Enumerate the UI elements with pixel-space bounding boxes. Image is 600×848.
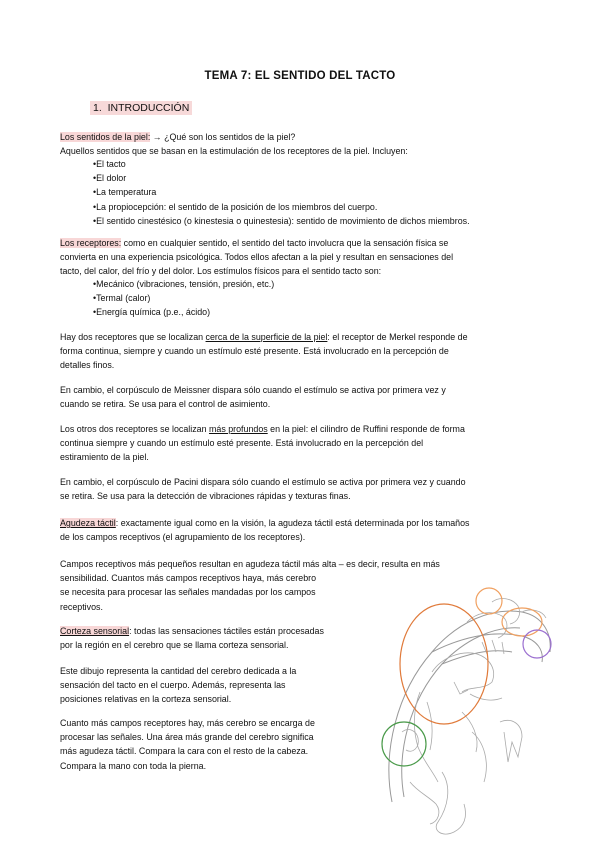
skin-senses-list (93, 157, 470, 228)
underlined-text: cerca de la superficie de la piel (205, 332, 328, 342)
text-line: Compara la mano con toda la pierna. (60, 760, 207, 771)
text-line: por la región en el cerebro que se llama corteza sensorial. (60, 640, 289, 651)
list-item: • El dolor (93, 171, 470, 185)
term-receptors: Los receptores: (60, 238, 122, 248)
text-line: más agudeza táctil. Compara la cara con el resto de la cabeza. (60, 746, 309, 757)
text-line: cuando se retira. Se usa para el control de asimiento. (60, 399, 271, 410)
stimuli-list (93, 277, 274, 320)
text-line: receptivos. (60, 601, 103, 612)
text-line: se retira. Se usa para la detección de vibraciones rápidas y texturas finas. (60, 491, 351, 502)
section-heading (90, 102, 192, 114)
section-label: INTRODUCCIÓN (107, 102, 190, 114)
receptive-field-circles (382, 588, 551, 766)
text-line: Cuanto más campos receptores hay, más cerebro se encarga de (60, 718, 315, 728)
text-line: posiciones relativas en la corteza sensorial. (60, 694, 232, 705)
paragraph-tactile-acuity (60, 516, 470, 544)
text-span: : exactamente igual como en la visión, la agudeza táctil está determinada por los tamaños (115, 518, 470, 528)
text-span: Hay dos receptores que se localizan (60, 332, 206, 342)
text-line: convierta en una experiencia psicológica. Todos ellos afectan a la piel y resultan en sensaciones del (60, 252, 454, 263)
text-span: : todas las sensaciones táctiles están procesadas (129, 626, 324, 636)
term-skin-senses: Los sentidos de la piel: (60, 132, 151, 142)
paragraph-receptors (60, 236, 453, 279)
field-circle (400, 604, 488, 724)
text-line: estiramiento de la piel. (60, 452, 149, 463)
question: → ¿Qué son los sentidos de la piel? (150, 132, 296, 142)
text-line: se necesita para procesar las señales mandadas por los campos (60, 587, 316, 598)
section-number: 1. (93, 102, 102, 114)
text-line: En cambio, el corpúsculo de Meissner dispara sólo cuando el estímulo se activa por primera vez y (60, 385, 446, 395)
text-line: procesar las señales. Una área más grande del cerebro significa (60, 732, 314, 743)
text-line: sensación del tacto en el cuerpo. Además, representa las (60, 680, 286, 691)
list-item: • Energía química (p.e., ácido) (93, 305, 274, 319)
text-line: Este dibujo representa la cantidad del cerebro dedicada a la (60, 666, 297, 676)
paragraph-brain-area (60, 716, 315, 773)
text-line: detalles finos. (60, 360, 115, 371)
text-line: tacto, del calor, del frío y del dolor. Los estímulos físicos para el sentido tacto son: (60, 266, 382, 277)
underlined-text: más profundos (208, 424, 268, 434)
list-item: • El sentido cinestésico (o kinestesia o quinestesia): sentido de movimiento de dichos miembros. (93, 214, 470, 228)
text-line: Aquellos sentidos que se basan en la estimulación de los receptores de la piel. Incluyen: (60, 146, 408, 157)
list-item: • La propiocepción: el sentido de la posición de los miembros del cuerpo. (93, 200, 470, 214)
paragraph-merkel (60, 330, 468, 373)
text-line: como en cualquier sentido, el sentido del tacto involucra que la sensación física se (121, 238, 449, 248)
text-span: Los otros dos receptores se localizan (60, 424, 209, 434)
page-title: TEMA 7: EL SENTIDO DEL TACTO (204, 70, 396, 82)
text-line: forma continua, siempre y cuando un estímulo esté presente. Está involucrado en la percepción de (60, 346, 449, 357)
text-span: en la piel: el cilindro de Ruffini responde de forma (267, 424, 465, 434)
text-line: continua siempre y cuando un estímulo esté presente. Está involucrado en la percepción del (60, 438, 424, 449)
paragraph-pacini (60, 475, 466, 503)
sensory-homunculus-figure (372, 582, 557, 844)
list-item: • Mecánico (vibraciones, tensión, presión, etc.) (93, 277, 274, 291)
paragraph-drawing-explanation (60, 664, 296, 707)
term-tactile-acuity: Agudeza táctil (60, 518, 116, 528)
text-line: de los campos receptivos (el agrupamiento de los receptores). (60, 532, 306, 543)
list-item: • Termal (calor) (93, 291, 274, 305)
list-item: • El tacto (93, 157, 470, 171)
paragraph-ruffini (60, 422, 465, 465)
paragraph-meissner (60, 383, 446, 411)
text-line: sensibilidad. Cuantos más campos receptivos haya, más cerebro (60, 573, 317, 584)
field-circle (476, 588, 502, 614)
list-item: • La temperatura (93, 185, 470, 199)
paragraph-skin-senses (60, 130, 408, 158)
homunculus-body (402, 599, 546, 835)
text-span: : el receptor de Merkel responde de (327, 332, 468, 342)
term-sensory-cortex: Corteza sensorial (60, 626, 130, 636)
text-line: En cambio, el corpúsculo de Pacini dispara sólo cuando el estímulo se activa por primera vez y cuando (60, 477, 466, 487)
paragraph-sensory-cortex (60, 624, 324, 652)
text-line: Campos receptivos más pequeños resultan en agudeza táctil más alta – es decir, resulta en más (60, 559, 440, 569)
